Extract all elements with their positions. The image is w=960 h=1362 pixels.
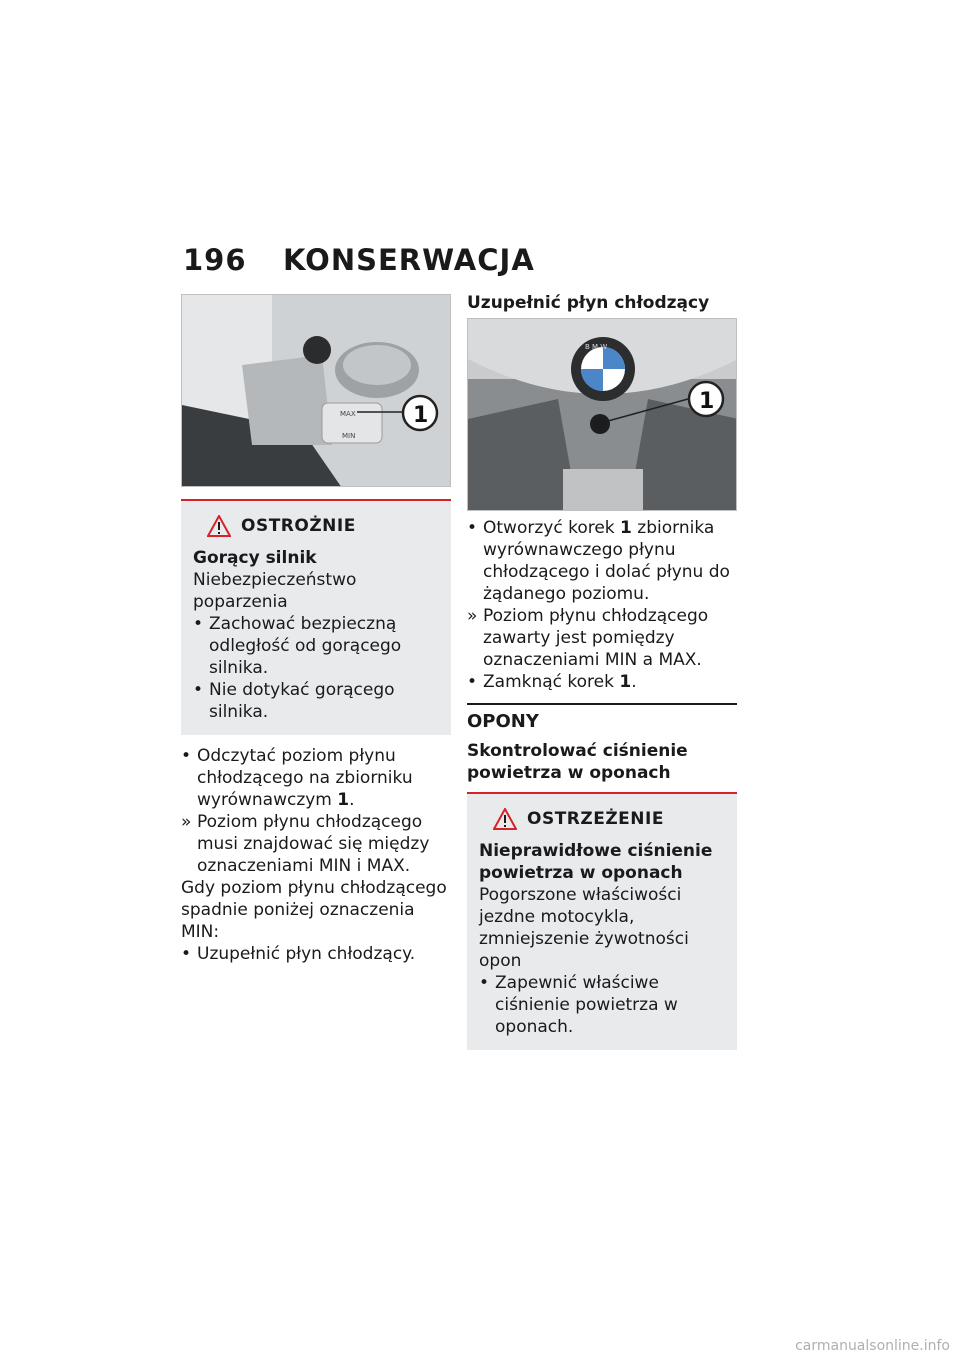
- instruction-result: » Poziom płynu chłodzącego zawarty jest pomiędzy oznaczeniami MIN a MAX.: [467, 606, 709, 670]
- caution-box: [181, 499, 451, 735]
- instruction-result: » Poziom płynu chłodzącego musi znajdować się między oznaczeniami MIN i MAX.: [181, 812, 430, 876]
- instruction-step: • Odczytać poziom płynu chłodzącego na zbiorniku wyrównawczym 1.: [181, 746, 413, 810]
- warning-text: Pogorszone właściwości jezdne motocykla, zmniejszenie żywotności opon: [479, 885, 689, 971]
- instruction-step: • Otworzyć korek 1 zbiornika wyrównawczego płynu chłodzącego i dolać płynu do żądanego poziomu.: [467, 518, 730, 604]
- caution-bullet: • Zachować bezpieczną odległość od gorącego silnika.: [193, 614, 402, 678]
- warning-box: [467, 792, 737, 1050]
- left-column: [181, 294, 451, 965]
- caution-title: OSTROŻNIE: [241, 516, 356, 536]
- svg-text:MIN: MIN: [342, 432, 356, 440]
- caution-text: Niebezpieczeństwo poparzenia: [193, 570, 357, 612]
- coolant-reservoir-photo: [181, 294, 451, 487]
- left-instructions: [181, 745, 451, 965]
- page-header: [183, 243, 535, 277]
- section-subheading: Skontrolować ciśnienie powietrza w oponach: [467, 741, 688, 783]
- warning-subtitle: Nieprawidłowe ciśnienie powietrza w oponach: [479, 841, 713, 883]
- warning-triangle-icon: [493, 808, 517, 830]
- callout-1: 1: [699, 389, 715, 414]
- chapter-title: KONSERWACJA: [283, 243, 535, 277]
- caution-bullet: • Nie dotykać gorącego silnika.: [193, 680, 395, 722]
- paragraph: Gdy poziom płynu chłodzącego spadnie poniżej oznaczenia MIN:: [181, 878, 447, 942]
- svg-text:B M W: B M W: [585, 343, 608, 351]
- svg-text:MAX: MAX: [340, 410, 356, 418]
- right-column: [467, 294, 737, 1050]
- instruction-step: • Uzupełnić płyn chłodzący.: [181, 944, 416, 964]
- coolant-reservoir-illustration: [182, 295, 451, 487]
- instruction-step: • Zamknąć korek 1.: [467, 672, 637, 692]
- refill-heading: Uzupełnić płyn chłodzący: [467, 293, 710, 313]
- warning-bullet: • Zapewnić właściwe ciśnienie powietrza w oponach.: [479, 973, 678, 1037]
- warning-triangle-icon: [207, 515, 231, 537]
- page-number: 196: [183, 243, 247, 277]
- refill-photo: [467, 318, 737, 511]
- section-title: OPONY: [467, 703, 737, 732]
- callout-1: 1: [413, 403, 429, 428]
- refill-illustration: [468, 319, 737, 511]
- right-instructions: [467, 517, 737, 693]
- warning-title: OSTRZEŻENIE: [527, 809, 664, 829]
- watermark: carmanualsonline.info: [795, 1338, 950, 1354]
- caution-subtitle: Gorący silnik: [193, 548, 317, 568]
